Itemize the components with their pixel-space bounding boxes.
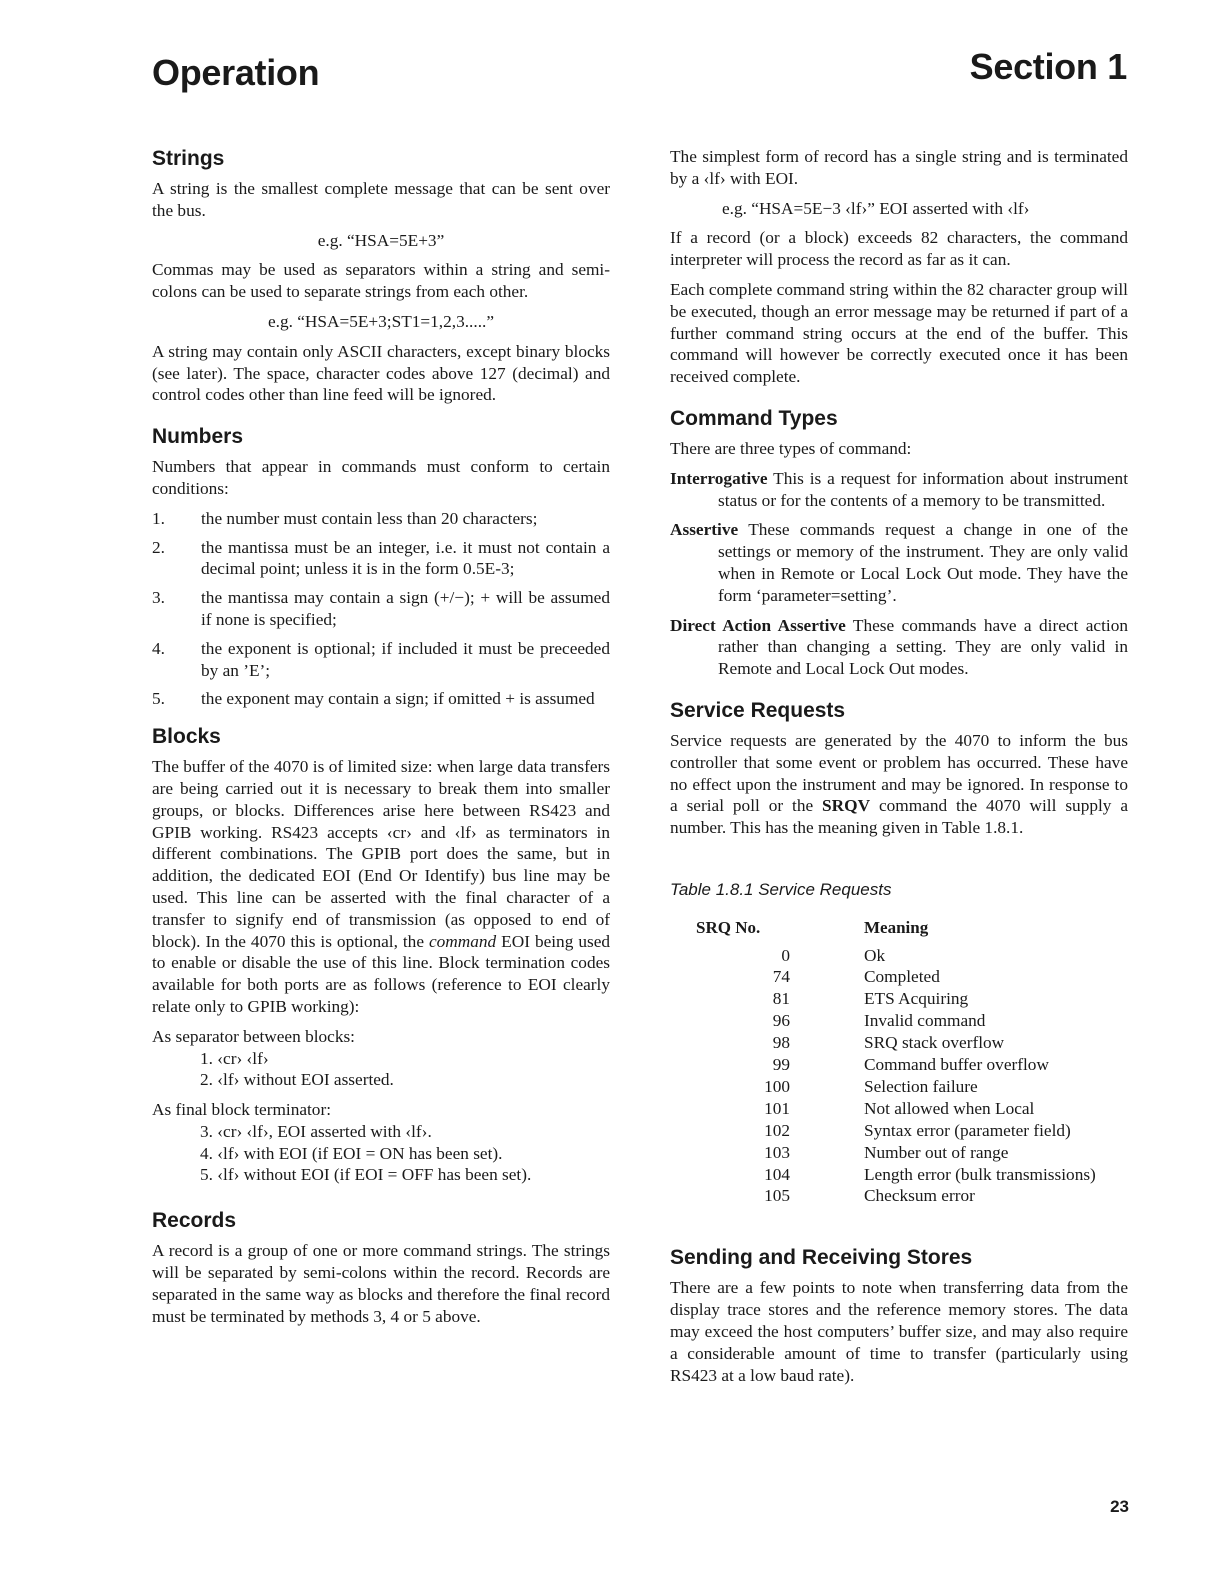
stores-paragraph: There are a few points to note when transferring data from the display trace stores and the reference memory stores. The data may exceed the host computers’ buffer size, and may also require a considerable amount of time to transfer (particularly using RS423 at a low baud rate). bbox=[670, 1278, 1128, 1385]
table-row bbox=[670, 966, 1096, 988]
numbers-heading: Numbers bbox=[152, 425, 244, 449]
list-item-text: the mantissa must be an integer, i.e. it must not contain a decimal point; unless it is in the form 0.5E-3; bbox=[201, 537, 610, 579]
srq-meaning-cell: Completed bbox=[864, 967, 940, 987]
list-item-number: 3. bbox=[152, 588, 165, 608]
strings-paragraph-1: A string is the smallest complete message that can be sent over the bus. bbox=[152, 179, 610, 220]
table-row bbox=[670, 1098, 1096, 1120]
definition-term: Direct Action Assertive bbox=[670, 615, 846, 635]
records-paragraph: A record is a group of one or more command strings. The strings will be separated by semi-colons within the record. Records are separated in the same way as blocks and therefore the final record must be terminated by methods 3, 4 or 5 above. bbox=[152, 1241, 610, 1326]
srq-number-cell: 103 bbox=[764, 1142, 790, 1162]
records-continued-paragraph-2: If a record (or a block) exceeds 82 characters, the command interpreter will process the record as far as it can. bbox=[670, 228, 1128, 270]
definition-assertive bbox=[670, 519, 1128, 606]
right-column bbox=[670, 146, 1128, 1394]
records-continued bbox=[670, 146, 1128, 388]
list-item bbox=[152, 688, 610, 710]
srq-number-cell: 96 bbox=[772, 1011, 790, 1031]
numbers-conditions-list bbox=[152, 508, 610, 710]
table-row bbox=[670, 1032, 1096, 1054]
definition-text: These commands request a change in one of the settings or memory of the instrument. They are only valid when in Remote or Local Lock Out mode. They have the form ‘parameter=setting’. bbox=[718, 520, 1128, 605]
srq-meaning-cell: Length error (bulk transmissions) bbox=[864, 1164, 1096, 1184]
srq-number-cell: 74 bbox=[772, 967, 790, 987]
srq-number-cell: 100 bbox=[764, 1076, 790, 1096]
srq-meaning-cell: Number out of range bbox=[864, 1142, 1009, 1162]
srq-meaning-cell: SRQ stack overflow bbox=[864, 1033, 1005, 1053]
srq-number-cell: 105 bbox=[764, 1186, 790, 1206]
list-item bbox=[152, 587, 610, 631]
list-item: 3. ‹cr› ‹lf›, EOI asserted with ‹lf›. bbox=[200, 1121, 432, 1141]
table-caption: Table 1.8.1 Service Requests bbox=[670, 879, 892, 899]
list-item: 4. ‹lf› with EOI (if EOI = ON has been set). bbox=[200, 1143, 503, 1163]
list-item-number: 2. bbox=[152, 537, 165, 557]
srq-meaning-cell: Ok bbox=[864, 945, 886, 965]
command-types-heading: Command Types bbox=[670, 406, 838, 430]
service-requests-heading: Service Requests bbox=[670, 698, 846, 722]
list-item bbox=[152, 638, 610, 682]
list-item-text: the mantissa may contain a sign (+/−); + will be assumed if none is specified; bbox=[201, 588, 610, 629]
records-example: e.g. “HSA=5E−3 ‹lf›” EOI asserted with ‹lf› bbox=[722, 198, 1030, 218]
strings-paragraph-2: Commas may be used as separators within a string and semi-colons can be used to separate strings from each other. bbox=[152, 260, 610, 302]
srq-meaning-cell: Command buffer overflow bbox=[864, 1055, 1049, 1075]
final-terminator-label: As final block terminator: bbox=[152, 1100, 332, 1120]
srq-number-cell: 0 bbox=[781, 945, 790, 965]
table-row bbox=[670, 945, 1096, 967]
numbers-intro: Numbers that appear in commands must conform to certain conditions: bbox=[152, 457, 610, 498]
table-row bbox=[670, 1164, 1096, 1186]
service-requests-text-part-2: command the 4070 will supply a number. This has the meaning given in Table 1.8.1. bbox=[670, 796, 1128, 838]
list-item-text: the exponent may contain a sign; if omitted + is assumed bbox=[201, 689, 595, 709]
command-types-intro: There are three types of command: bbox=[670, 438, 912, 458]
blocks-section bbox=[152, 724, 610, 1186]
table-row bbox=[670, 1054, 1096, 1076]
list-item: 2. ‹lf› without EOI asserted. bbox=[200, 1070, 394, 1090]
list-item bbox=[152, 537, 610, 581]
separator-label: As separator between blocks: bbox=[152, 1026, 355, 1046]
srq-meaning-cell: ETS Acquiring bbox=[864, 989, 969, 1009]
srq-number-cell: 101 bbox=[764, 1098, 790, 1118]
stores-heading: Sending and Receiving Stores bbox=[670, 1246, 973, 1270]
records-continued-paragraph-1: The simplest form of record has a single string and is terminated by a ‹lf› with EOI. bbox=[670, 147, 1128, 188]
table-row bbox=[670, 1010, 1096, 1032]
service-requests-text-part-1: Service requests are generated by the 4070 to inform the bus controller that some event or problem has occurred. These have no effect upon the instrument and may be ignored. In response to a serial poll or the bbox=[670, 730, 1128, 816]
strings-example-2: e.g. “HSA=5E+3;ST1=1,2,3.....” bbox=[267, 311, 495, 331]
service-requests-command-bold: SRQV bbox=[822, 796, 871, 816]
column-header-srq-no: SRQ No. bbox=[696, 917, 761, 937]
blocks-text-part-2: EOI being used to enable or disable the use of this line. Block termination codes available for both ports are as follows (reference to EOI clearly relate only to GPIB working): bbox=[152, 931, 610, 1016]
list-item: 5. ‹lf› without EOI (if EOI = OFF has been set). bbox=[200, 1165, 532, 1185]
srq-meaning-cell: Selection failure bbox=[864, 1076, 978, 1096]
page-number: 23 bbox=[1110, 1497, 1129, 1516]
page-title: Operation bbox=[152, 52, 320, 93]
table-row bbox=[670, 1185, 1096, 1207]
definition-text: This is a request for information about instrument status or for the contents of a memory to be transmitted. bbox=[718, 468, 1128, 510]
list-item: 1. ‹cr› ‹lf› bbox=[200, 1048, 269, 1068]
list-item-number: 1. bbox=[152, 508, 165, 528]
definition-term: Interrogative bbox=[670, 468, 768, 488]
strings-example-1: e.g. “HSA=5E+3” bbox=[317, 230, 445, 250]
srq-number-cell: 99 bbox=[772, 1055, 790, 1075]
section-title: Section 1 bbox=[969, 46, 1127, 87]
blocks-heading: Blocks bbox=[152, 725, 221, 749]
command-types-section bbox=[670, 406, 1128, 680]
srq-meaning-cell: Invalid command bbox=[864, 1011, 986, 1031]
final-terminator-list bbox=[152, 1121, 610, 1186]
definition-interrogative bbox=[670, 468, 1128, 512]
definition-text: These commands have a direct action rather than changing a setting. They are only valid in Remote and Local Lock Out modes. bbox=[718, 615, 1128, 679]
definition-direct-action-assertive bbox=[670, 615, 1128, 680]
srq-number-cell: 81 bbox=[772, 989, 790, 1009]
list-item bbox=[152, 508, 610, 530]
table-row bbox=[670, 988, 1096, 1010]
strings-section bbox=[152, 146, 610, 406]
srq-number-cell: 102 bbox=[764, 1120, 790, 1140]
column-header-meaning: Meaning bbox=[864, 917, 929, 937]
blocks-paragraph bbox=[152, 756, 610, 1018]
strings-heading: Strings bbox=[152, 147, 225, 170]
list-item-number: 5. bbox=[152, 689, 165, 709]
table-header-row bbox=[670, 917, 1096, 945]
list-item-text: the exponent is optional; if included it must be preceeded by an ’E’; bbox=[201, 638, 610, 680]
separator-list bbox=[152, 1048, 610, 1092]
blocks-text-part-1: The buffer of the 4070 is of limited size: when large data transfers are being carried out it is necessary to break them into smaller groups, or blocks. Differences arise here between RS423 and GPIB working. RS423 accepts ‹cr› and ‹lf› as terminators in different combinations. The GPIB port does the same, but in addition, the dedicated EOI (End Or Identify) bus line may be used. This line can be asserted with the final character of a transfer to signify end of transmission (as opposed to end of block). In the 4070 this is optional, the bbox=[152, 757, 610, 951]
srq-meaning-cell: Not allowed when Local bbox=[864, 1098, 1035, 1118]
blocks-text-italic: command bbox=[428, 931, 497, 951]
table-row bbox=[670, 1076, 1096, 1098]
strings-paragraph-3: A string may contain only ASCII characters, except binary blocks (see later). The space, character codes above 127 (decimal) and control codes other than line feed will be ignored. bbox=[152, 341, 610, 405]
srq-meaning-cell: Syntax error (parameter field) bbox=[864, 1120, 1071, 1140]
records-continued-paragraph-3: Each complete command string within the 82 character group will be executed, though an error message may be returned if part of a further command string occurs at the end of the buffer. This command will however be correctly executed once it has been received complete. bbox=[670, 279, 1128, 387]
srq-number-cell: 104 bbox=[764, 1164, 790, 1184]
left-column bbox=[152, 146, 610, 1335]
list-item-text: the number must contain less than 20 characters; bbox=[201, 508, 538, 528]
service-requests-paragraph bbox=[670, 730, 1128, 839]
service-requests-section bbox=[670, 698, 1128, 839]
table-row bbox=[670, 1142, 1096, 1164]
srq-meaning-cell: Checksum error bbox=[864, 1186, 975, 1206]
numbers-section bbox=[152, 424, 610, 710]
srq-number-cell: 98 bbox=[772, 1033, 790, 1053]
records-heading: Records bbox=[152, 1209, 237, 1233]
definition-term: Assertive bbox=[670, 520, 739, 540]
records-section bbox=[152, 1208, 610, 1327]
srq-table bbox=[670, 917, 1096, 1208]
list-item-number: 4. bbox=[152, 638, 165, 658]
table-row bbox=[670, 1120, 1096, 1142]
stores-section bbox=[670, 1245, 1128, 1386]
